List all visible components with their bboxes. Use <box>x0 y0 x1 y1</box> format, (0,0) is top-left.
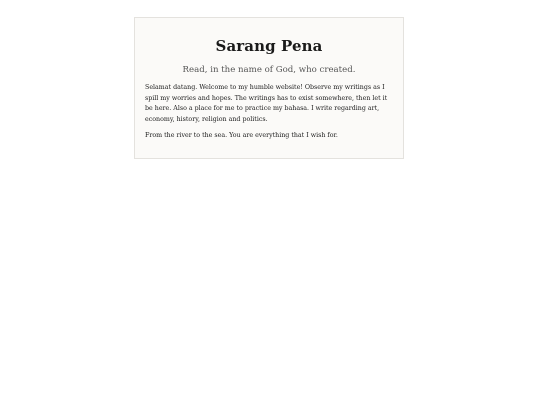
intro-card <box>134 17 404 159</box>
intro-paragraph-closing: From the river to the sea. You are everything that I wish for. <box>145 132 338 140</box>
site-title[interactable]: Sarang Pena <box>215 37 323 55</box>
intro-paragraph-welcome: Selamat datang. Welcome to my humble website! Observe my writings as I spill my worries and hopes. The writings has to exist somewhere, then let it be here. Also a place for me to practice my bahasa. I write regarding art, economy, history, religion and politics. <box>145 84 388 123</box>
site-tagline: Read, in the name of God, who created. <box>182 65 356 75</box>
